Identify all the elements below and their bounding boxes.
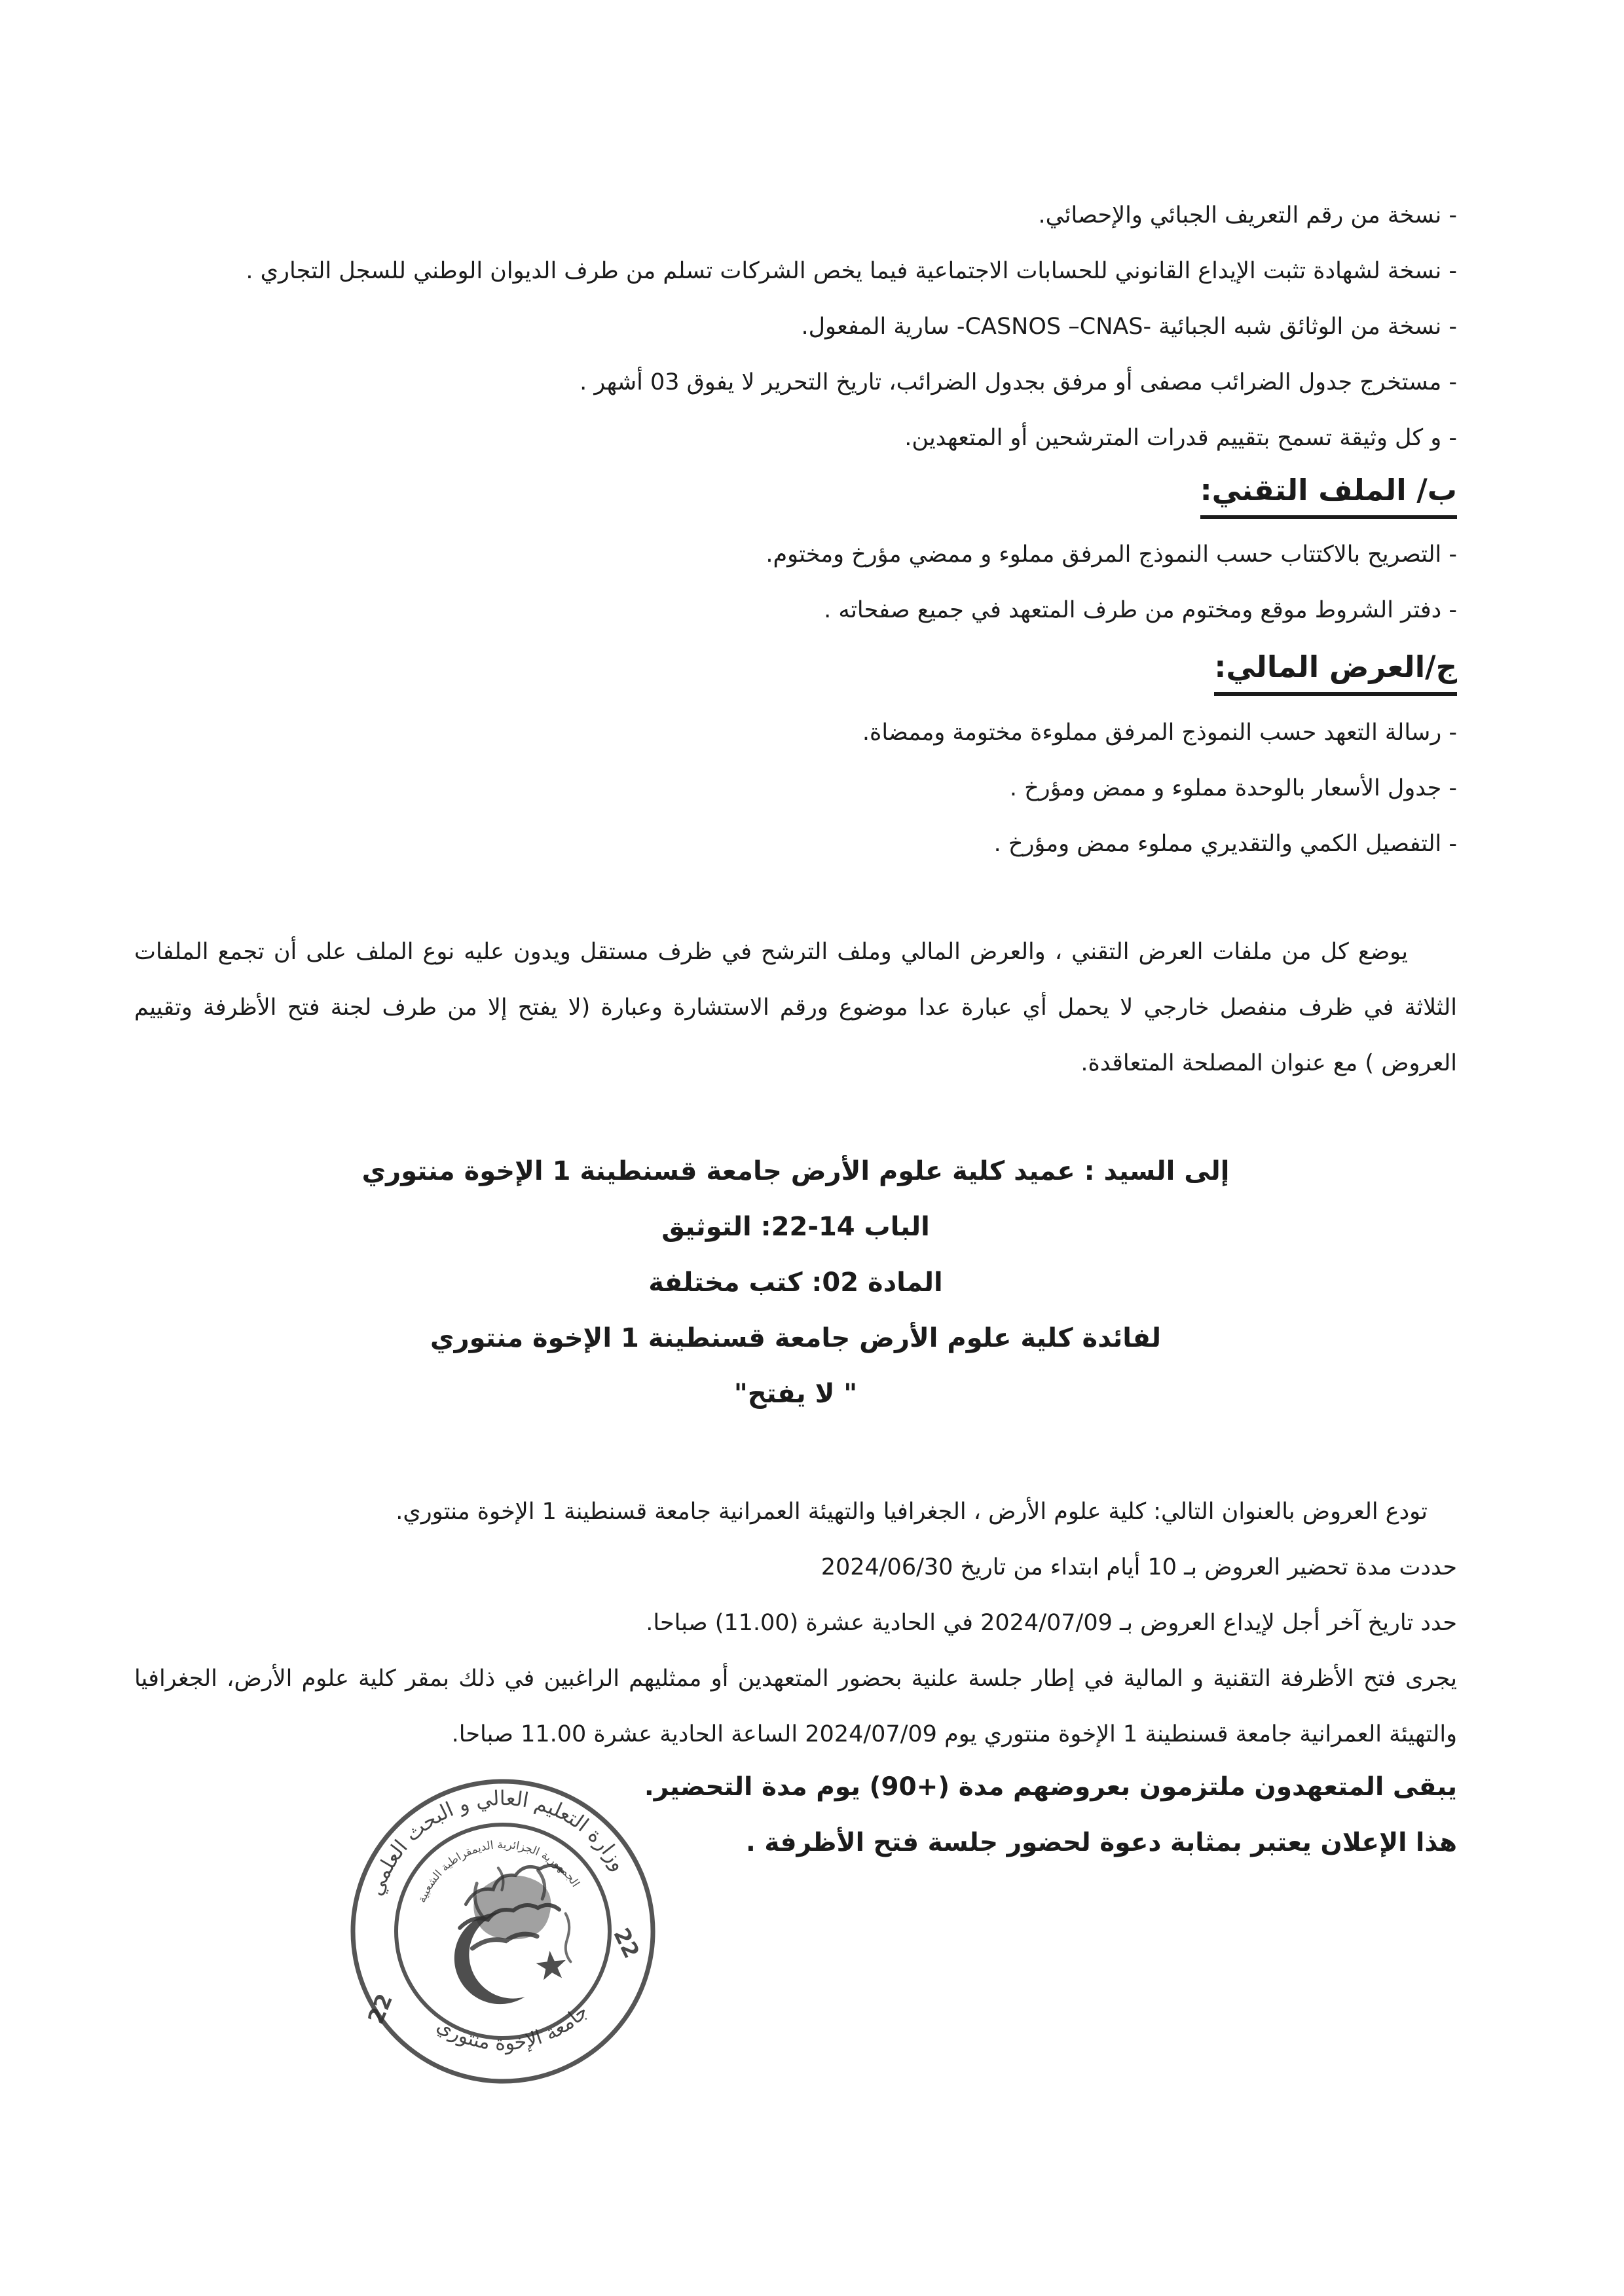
section-c-header: [134, 649, 1457, 696]
closing-notes: [134, 1759, 1457, 1870]
submission-details: [134, 1484, 1457, 1762]
opening-session-paragraph: يجرى فتح الأظرفة التقنية و المالية في إطار جلسة علنية بحضور المتعهدين أو ممثليهم الراغبين في ذلك بمقر كلية علوم الأرض، الجغرافيا والتهيئة العمرانية جامعة قسنطينة 1 الإخوة منتوري يوم 2024/07/09 الساعة الحادية عشرة 11.00 صباحا.: [134, 1666, 1457, 1747]
list-item: - دفتر الشروط موقع ومختوم من طرف المتعهد في جميع صفحاته .: [824, 597, 1457, 623]
envelope-instructions-paragraph: يوضع كل من ملفات العرض التقني ، والعرض المالي وملف الترشح في ظرف مستقل ويدون عليه نوع الملف على أن تجمع الملفات الثلاثة في ظرف منفصل خارجي لا يحمل أي عبارة عدا موضوع ورقم الاستشارة وعبارة (لا يفتح إلا من طرف لجنة فتح الأظرفة وتقييم العروض ) مع عنوان المصلحة المتعاقدة.: [134, 939, 1457, 1076]
offer-validity-note: يبقى المتعهدون ملتزمون بعروضهم مدة (+90) يوم مدة التحضير.: [644, 1772, 1457, 1802]
list-item: - نسخة من رقم التعريف الجبائي والإحصائي.: [1038, 202, 1457, 228]
list-item: - التصريح بالاكتتاب حسب النموذج المرفق مملوء و ممضي مؤرخ ومختوم.: [766, 541, 1457, 568]
section-b-title: ب/ الملف التقني:: [1200, 473, 1457, 519]
requirements-list: [134, 188, 1457, 466]
address-beneficiary-line: لفائدة كلية علوم الأرض جامعة قسنطينة 1 الإخوة منتوري: [430, 1323, 1162, 1353]
stamp-number-left: 22: [362, 1990, 398, 2028]
list-item: - التفصيل الكمي والتقديري مملوء ممض ومؤرخ .: [993, 831, 1457, 857]
svg-text:جامعة الإخوة منتوري: [431, 1999, 596, 2063]
stamp-number-right: 22: [608, 1923, 645, 1963]
list-item: - نسخة لشهادة تثبت الإيداع القانوني للحسابات الاجتماعية فيما يخص الشركات تسلم من طرف الديوان الوطني للسجل التجاري .: [246, 258, 1457, 284]
section-b-list: [134, 527, 1457, 638]
address-to-line: إلى السيد : عميد كلية علوم الأرض جامعة قسنطينة 1 الإخوة منتوري: [361, 1156, 1230, 1186]
address-article-line: المادة 02: كتب مختلفة: [648, 1267, 943, 1298]
list-item: - نسخة من الوثائق شبه الجبائية -CASNOS –CNAS- سارية المفعول.: [801, 314, 1457, 340]
section-c-title: ج/العرض المالي:: [1214, 649, 1457, 696]
star-icon: [535, 1949, 568, 1980]
algeria-emblem: [445, 1861, 577, 2009]
preparation-period-line: حددت مدة تحضير العروض بـ 10 أيام ابتداء من تاريخ 2024/06/30: [821, 1554, 1457, 1580]
do-not-open-label: " لا يفتح": [733, 1379, 858, 1409]
invitation-note: هذا الإعلان يعتبر بمثابة دعوة لحضور جلسة فتح الأظرفة .: [745, 1828, 1457, 1857]
section-c-list: [134, 705, 1457, 872]
list-item: - مستخرج جدول الضرائب مصفى أو مرفق بجدول الضرائب، تاريخ التحرير لا يفوق 03 أشهر .: [580, 369, 1457, 395]
list-item: - و كل وثيقة تسمح بتقييم قدرات المترشحين أو المتعهدين.: [904, 425, 1457, 451]
stamp-university-text: جامعة الإخوة منتوري: [432, 2000, 593, 2056]
address-block: [134, 1144, 1457, 1422]
university-official-stamp: [348, 1776, 658, 2086]
submit-address-line: تودع العروض بالعنوان التالي: كلية علوم الأرض ، الجغرافيا والتهيئة العمرانية جامعة قسنطينة 1 الإخوة منتوري.: [396, 1499, 1428, 1525]
stamp-republic-text: الجمهورية الجزائرية الديمقراطية الشعبية: [415, 1838, 582, 1905]
section-b-header: [134, 473, 1457, 519]
address-chapter-line: الباب 14-22: التوثيق: [661, 1212, 930, 1242]
stamp-ministry-text: وزارة التعليم العالي و البحث العلمي: [363, 1787, 631, 1899]
list-item: - رسالة التعهد حسب النموذج المرفق مملوءة مختومة وممضاة.: [862, 720, 1457, 746]
deadline-line: حدد تاريخ آخر أجل لإيداع العروض بـ 2024/07/09 في الحادية عشرة (11.00) صباحا.: [646, 1610, 1457, 1636]
list-item: - جدول الأسعار بالوحدة مملوء و ممض ومؤرخ .: [1009, 775, 1457, 801]
